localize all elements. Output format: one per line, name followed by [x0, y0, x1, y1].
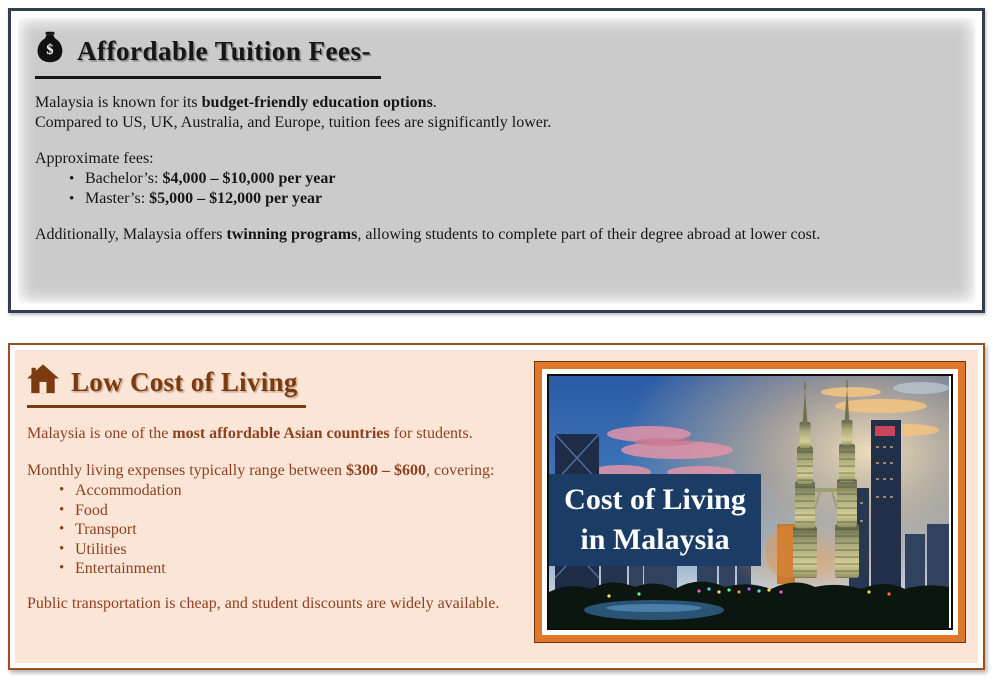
- list-item: [85, 169, 958, 189]
- tuition-fees-label: Approximate fees:: [35, 150, 154, 167]
- list-item: • Accommodation: [75, 481, 532, 501]
- list-item: • Transport: [75, 520, 532, 540]
- text-run-bold: twinning programs: [226, 226, 358, 243]
- text-run-bold: $300 – $600: [346, 462, 427, 479]
- living-section: [8, 343, 985, 670]
- photo-caption-overlay: [549, 474, 761, 566]
- list-item: • Entertainment: [75, 559, 532, 579]
- skyline-illustration: [549, 376, 949, 628]
- text-run: Master’s:: [85, 190, 150, 207]
- tuition-outro: [35, 225, 958, 245]
- svg-text:$: $: [46, 42, 54, 59]
- tuition-panel: [17, 17, 976, 304]
- text-run: Additionally, Malaysia offers: [35, 226, 227, 243]
- text-run: .: [432, 94, 437, 111]
- photo-matte: [542, 369, 958, 635]
- living-intro: [27, 424, 532, 444]
- text-run: Malaysia is one of the: [27, 425, 173, 442]
- list-item: [85, 189, 958, 209]
- text-run: Malaysia is known for its: [35, 94, 202, 111]
- living-title: Low Cost of Living: [71, 367, 298, 397]
- living-panel: [15, 350, 978, 663]
- text-run: , covering:: [426, 462, 495, 479]
- text-run-bold: $5,000 – $12,000 per year: [149, 190, 323, 207]
- living-heading: [27, 364, 306, 408]
- kuala-lumpur-skyline-photo: [547, 374, 953, 630]
- text-run: , allowing students to complete part of their degree abroad at lower cost.: [357, 226, 821, 243]
- photo-caption-line1: Cost of Living: [564, 483, 746, 516]
- tuition-title: Affordable Tuition Fees-: [77, 35, 372, 66]
- cost-of-living-photo-frame: [534, 361, 966, 643]
- tuition-heading: [35, 31, 381, 79]
- text-run: Monthly living expenses typically range between: [27, 462, 347, 479]
- living-text-column: [27, 358, 532, 614]
- tuition-fees-list: [35, 169, 958, 209]
- page: [0, 8, 998, 693]
- text-run: for students.: [389, 425, 473, 442]
- living-expenses: [27, 461, 532, 481]
- tuition-intro-line2: Compared to US, UK, Australia, and Europe, tuition fees are significantly lower.: [35, 114, 552, 131]
- photo-caption-line2: in Malaysia: [580, 523, 730, 556]
- tuition-section: [8, 8, 985, 313]
- text-run: Bachelor’s:: [85, 170, 163, 187]
- text-run-bold: $4,000 – $10,000 per year: [162, 170, 336, 187]
- money-bag-icon: [35, 31, 65, 71]
- text-run-bold: most affordable Asian countries: [172, 425, 390, 442]
- house-icon: [27, 364, 59, 401]
- living-outro: Public transportation is cheap, and student discounts are widely available.: [27, 594, 500, 612]
- list-item: • Food: [75, 501, 532, 521]
- tuition-intro-line1: [35, 93, 958, 113]
- living-items-list: [27, 481, 532, 579]
- text-run-bold: budget-friendly education options: [201, 94, 433, 111]
- list-item: • Utilities: [75, 540, 532, 560]
